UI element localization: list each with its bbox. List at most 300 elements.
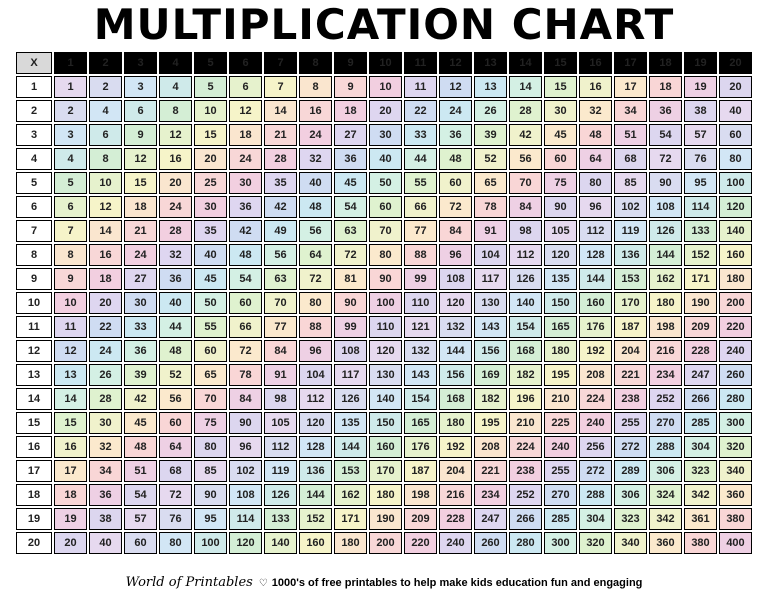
column-header: 14 bbox=[509, 52, 542, 74]
product-cell: 180 bbox=[544, 340, 577, 362]
product-cell: 38 bbox=[89, 508, 122, 530]
product-cell: 78 bbox=[229, 364, 262, 386]
product-cell: 240 bbox=[439, 532, 472, 554]
product-cell: 52 bbox=[474, 148, 507, 170]
product-cell: 110 bbox=[404, 292, 437, 314]
product-cell: 91 bbox=[264, 364, 297, 386]
product-cell: 252 bbox=[649, 388, 682, 410]
product-cell: 100 bbox=[194, 532, 227, 554]
product-cell: 32 bbox=[159, 244, 192, 266]
product-cell: 247 bbox=[474, 508, 507, 530]
product-cell: 247 bbox=[684, 364, 717, 386]
product-cell: 323 bbox=[684, 460, 717, 482]
product-cell: 36 bbox=[124, 340, 157, 362]
product-cell: 11 bbox=[404, 76, 437, 98]
product-cell: 216 bbox=[649, 340, 682, 362]
product-cell: 60 bbox=[194, 340, 227, 362]
product-cell: 6 bbox=[124, 100, 157, 122]
product-cell: 38 bbox=[684, 100, 717, 122]
row-header: 9 bbox=[16, 268, 52, 290]
product-cell: 3 bbox=[54, 124, 87, 146]
product-cell: 72 bbox=[229, 340, 262, 362]
product-cell: 104 bbox=[474, 244, 507, 266]
product-cell: 88 bbox=[299, 316, 332, 338]
product-cell: 210 bbox=[509, 412, 542, 434]
product-cell: 16 bbox=[579, 76, 612, 98]
product-cell: 60 bbox=[719, 124, 752, 146]
product-cell: 42 bbox=[124, 388, 157, 410]
product-cell: 63 bbox=[264, 268, 297, 290]
product-cell: 40 bbox=[369, 148, 402, 170]
product-cell: 252 bbox=[509, 484, 542, 506]
product-cell: 36 bbox=[159, 268, 192, 290]
product-cell: 36 bbox=[439, 124, 472, 146]
product-cell: 18 bbox=[124, 196, 157, 218]
product-cell: 4 bbox=[159, 76, 192, 98]
column-header: 13 bbox=[474, 52, 507, 74]
product-cell: 342 bbox=[649, 508, 682, 530]
product-cell: 2 bbox=[54, 100, 87, 122]
product-cell: 126 bbox=[649, 220, 682, 242]
product-cell: 56 bbox=[264, 244, 297, 266]
product-cell: 160 bbox=[719, 244, 752, 266]
product-cell: 80 bbox=[299, 292, 332, 314]
product-cell: 221 bbox=[474, 460, 507, 482]
heart-icon: ♡ bbox=[258, 578, 268, 589]
column-header: 8 bbox=[299, 52, 332, 74]
product-cell: 342 bbox=[684, 484, 717, 506]
product-cell: 361 bbox=[684, 508, 717, 530]
product-cell: 340 bbox=[719, 460, 752, 482]
product-cell: 143 bbox=[404, 364, 437, 386]
product-cell: 55 bbox=[194, 316, 227, 338]
product-cell: 70 bbox=[369, 220, 402, 242]
product-cell: 32 bbox=[579, 100, 612, 122]
product-cell: 12 bbox=[159, 124, 192, 146]
product-cell: 320 bbox=[579, 532, 612, 554]
product-cell: 35 bbox=[194, 220, 227, 242]
product-cell: 56 bbox=[509, 148, 542, 170]
column-header: 2 bbox=[89, 52, 122, 74]
product-cell: 90 bbox=[369, 268, 402, 290]
product-cell: 99 bbox=[334, 316, 367, 338]
product-cell: 25 bbox=[194, 172, 227, 194]
product-cell: 238 bbox=[614, 388, 647, 410]
product-cell: 112 bbox=[299, 388, 332, 410]
product-cell: 165 bbox=[404, 412, 437, 434]
product-cell: 108 bbox=[649, 196, 682, 218]
product-cell: 33 bbox=[124, 316, 157, 338]
product-cell: 221 bbox=[614, 364, 647, 386]
product-cell: 48 bbox=[439, 148, 472, 170]
product-cell: 80 bbox=[369, 244, 402, 266]
product-cell: 70 bbox=[194, 388, 227, 410]
product-cell: 12 bbox=[439, 76, 472, 98]
product-cell: 6 bbox=[54, 196, 87, 218]
product-cell: 20 bbox=[54, 532, 87, 554]
product-cell: 15 bbox=[124, 172, 157, 194]
table-row bbox=[16, 148, 752, 170]
product-cell: 20 bbox=[194, 148, 227, 170]
product-cell: 96 bbox=[299, 340, 332, 362]
product-cell: 36 bbox=[649, 100, 682, 122]
product-cell: 135 bbox=[334, 412, 367, 434]
product-cell: 105 bbox=[264, 412, 297, 434]
product-cell: 20 bbox=[159, 172, 192, 194]
product-cell: 11 bbox=[54, 316, 87, 338]
product-cell: 256 bbox=[579, 436, 612, 458]
footer-tagline: 1000's of free printables to help make kids education fun and engaging bbox=[271, 577, 643, 589]
column-header: 16 bbox=[579, 52, 612, 74]
product-cell: 6 bbox=[89, 124, 122, 146]
product-cell: 208 bbox=[474, 436, 507, 458]
product-cell: 26 bbox=[89, 364, 122, 386]
product-cell: 26 bbox=[474, 100, 507, 122]
product-cell: 32 bbox=[89, 436, 122, 458]
column-header: 3 bbox=[124, 52, 157, 74]
product-cell: 170 bbox=[614, 292, 647, 314]
product-cell: 192 bbox=[439, 436, 472, 458]
product-cell: 340 bbox=[614, 532, 647, 554]
column-header: 7 bbox=[264, 52, 297, 74]
product-cell: 133 bbox=[264, 508, 297, 530]
product-cell: 64 bbox=[579, 148, 612, 170]
product-cell: 12 bbox=[54, 340, 87, 362]
product-cell: 156 bbox=[439, 364, 472, 386]
product-cell: 75 bbox=[544, 172, 577, 194]
product-cell: 12 bbox=[229, 100, 262, 122]
product-cell: 45 bbox=[544, 124, 577, 146]
product-cell: 136 bbox=[299, 460, 332, 482]
product-cell: 39 bbox=[124, 364, 157, 386]
product-cell: 168 bbox=[439, 388, 472, 410]
product-cell: 72 bbox=[159, 484, 192, 506]
product-cell: 20 bbox=[369, 100, 402, 122]
product-cell: 119 bbox=[614, 220, 647, 242]
product-cell: 180 bbox=[649, 292, 682, 314]
column-header: 10 bbox=[369, 52, 402, 74]
product-cell: 8 bbox=[89, 148, 122, 170]
product-cell: 192 bbox=[579, 340, 612, 362]
product-cell: 170 bbox=[369, 460, 402, 482]
row-header: 5 bbox=[16, 172, 52, 194]
product-cell: 22 bbox=[404, 100, 437, 122]
product-cell: 7 bbox=[264, 76, 297, 98]
table-row bbox=[16, 172, 752, 194]
product-cell: 90 bbox=[649, 172, 682, 194]
product-cell: 45 bbox=[194, 268, 227, 290]
product-cell: 9 bbox=[54, 268, 87, 290]
product-cell: 112 bbox=[264, 436, 297, 458]
product-cell: 27 bbox=[124, 268, 157, 290]
product-cell: 140 bbox=[264, 532, 297, 554]
product-cell: 42 bbox=[509, 124, 542, 146]
product-cell: 8 bbox=[159, 100, 192, 122]
table-row bbox=[16, 292, 752, 314]
product-cell: 266 bbox=[509, 508, 542, 530]
product-cell: 304 bbox=[684, 436, 717, 458]
row-header: 17 bbox=[16, 460, 52, 482]
product-cell: 60 bbox=[229, 292, 262, 314]
product-cell: 85 bbox=[194, 460, 227, 482]
product-cell: 14 bbox=[89, 220, 122, 242]
product-cell: 48 bbox=[159, 340, 192, 362]
product-cell: 95 bbox=[194, 508, 227, 530]
product-cell: 176 bbox=[579, 316, 612, 338]
column-header: 5 bbox=[194, 52, 227, 74]
product-cell: 54 bbox=[334, 196, 367, 218]
product-cell: 48 bbox=[579, 124, 612, 146]
column-header: 9 bbox=[334, 52, 367, 74]
product-cell: 135 bbox=[544, 268, 577, 290]
product-cell: 55 bbox=[404, 172, 437, 194]
product-cell: 17 bbox=[54, 460, 87, 482]
row-header: 18 bbox=[16, 484, 52, 506]
product-cell: 195 bbox=[474, 412, 507, 434]
product-cell: 195 bbox=[544, 364, 577, 386]
product-cell: 380 bbox=[684, 532, 717, 554]
product-cell: 14 bbox=[54, 388, 87, 410]
product-cell: 114 bbox=[684, 196, 717, 218]
product-cell: 12 bbox=[89, 196, 122, 218]
product-cell: 65 bbox=[194, 364, 227, 386]
product-cell: 126 bbox=[264, 484, 297, 506]
product-cell: 72 bbox=[649, 148, 682, 170]
product-cell: 30 bbox=[124, 292, 157, 314]
product-cell: 84 bbox=[509, 196, 542, 218]
row-header: 14 bbox=[16, 388, 52, 410]
product-cell: 209 bbox=[404, 508, 437, 530]
product-cell: 33 bbox=[404, 124, 437, 146]
product-cell: 120 bbox=[229, 532, 262, 554]
product-cell: 18 bbox=[334, 100, 367, 122]
product-cell: 60 bbox=[439, 172, 472, 194]
row-header: 20 bbox=[16, 532, 52, 554]
product-cell: 16 bbox=[299, 100, 332, 122]
row-header: 10 bbox=[16, 292, 52, 314]
product-cell: 143 bbox=[474, 316, 507, 338]
product-cell: 60 bbox=[159, 412, 192, 434]
column-header: 4 bbox=[159, 52, 192, 74]
product-cell: 54 bbox=[649, 124, 682, 146]
row-header: 12 bbox=[16, 340, 52, 362]
product-cell: 108 bbox=[439, 268, 472, 290]
product-cell: 144 bbox=[299, 484, 332, 506]
table-row bbox=[16, 532, 752, 554]
brand-name: World of Printables bbox=[125, 575, 253, 590]
product-cell: 36 bbox=[334, 148, 367, 170]
product-cell: 80 bbox=[579, 172, 612, 194]
product-cell: 224 bbox=[579, 388, 612, 410]
product-cell: 5 bbox=[54, 172, 87, 194]
table-row bbox=[16, 364, 752, 386]
product-cell: 5 bbox=[194, 76, 227, 98]
product-cell: 56 bbox=[159, 388, 192, 410]
product-cell: 8 bbox=[54, 244, 87, 266]
product-cell: 180 bbox=[719, 268, 752, 290]
product-cell: 36 bbox=[89, 484, 122, 506]
footer bbox=[0, 575, 768, 590]
product-cell: 76 bbox=[684, 148, 717, 170]
product-cell: 162 bbox=[334, 484, 367, 506]
product-cell: 28 bbox=[264, 148, 297, 170]
product-cell: 27 bbox=[334, 124, 367, 146]
product-cell: 304 bbox=[579, 508, 612, 530]
product-cell: 44 bbox=[404, 148, 437, 170]
product-cell: 220 bbox=[719, 316, 752, 338]
product-cell: 42 bbox=[264, 196, 297, 218]
product-cell: 280 bbox=[719, 388, 752, 410]
product-cell: 66 bbox=[404, 196, 437, 218]
product-cell: 152 bbox=[299, 508, 332, 530]
product-cell: 324 bbox=[649, 484, 682, 506]
product-cell: 45 bbox=[124, 412, 157, 434]
product-cell: 18 bbox=[649, 76, 682, 98]
product-cell: 15 bbox=[544, 76, 577, 98]
product-cell: 176 bbox=[404, 436, 437, 458]
row-header: 2 bbox=[16, 100, 52, 122]
product-cell: 132 bbox=[439, 316, 472, 338]
product-cell: 78 bbox=[474, 196, 507, 218]
product-cell: 112 bbox=[509, 244, 542, 266]
product-cell: 72 bbox=[299, 268, 332, 290]
product-cell: 44 bbox=[159, 316, 192, 338]
product-cell: 288 bbox=[579, 484, 612, 506]
product-cell: 132 bbox=[404, 340, 437, 362]
product-cell: 40 bbox=[299, 172, 332, 194]
product-cell: 160 bbox=[299, 532, 332, 554]
product-cell: 210 bbox=[544, 388, 577, 410]
product-cell: 24 bbox=[89, 340, 122, 362]
product-cell: 240 bbox=[544, 436, 577, 458]
table-row bbox=[16, 220, 752, 242]
product-cell: 190 bbox=[369, 508, 402, 530]
product-cell: 204 bbox=[614, 340, 647, 362]
product-cell: 16 bbox=[159, 148, 192, 170]
product-cell: 15 bbox=[54, 412, 87, 434]
corner-cell: X bbox=[16, 52, 52, 74]
product-cell: 120 bbox=[369, 340, 402, 362]
table-row bbox=[16, 100, 752, 122]
product-cell: 117 bbox=[474, 268, 507, 290]
column-header: 19 bbox=[684, 52, 717, 74]
table-row bbox=[16, 76, 752, 98]
row-header: 6 bbox=[16, 196, 52, 218]
product-cell: 128 bbox=[579, 244, 612, 266]
product-cell: 56 bbox=[299, 220, 332, 242]
product-cell: 84 bbox=[439, 220, 472, 242]
product-cell: 70 bbox=[509, 172, 542, 194]
product-cell: 99 bbox=[404, 268, 437, 290]
product-cell: 306 bbox=[614, 484, 647, 506]
product-cell: 100 bbox=[369, 292, 402, 314]
product-cell: 208 bbox=[579, 364, 612, 386]
product-cell: 187 bbox=[404, 460, 437, 482]
product-cell: 225 bbox=[544, 412, 577, 434]
multiplication-table bbox=[14, 50, 754, 556]
product-cell: 121 bbox=[404, 316, 437, 338]
table-row bbox=[16, 340, 752, 362]
product-cell: 140 bbox=[509, 292, 542, 314]
product-cell: 171 bbox=[684, 268, 717, 290]
product-cell: 19 bbox=[54, 508, 87, 530]
row-header: 11 bbox=[16, 316, 52, 338]
product-cell: 49 bbox=[264, 220, 297, 242]
product-cell: 30 bbox=[369, 124, 402, 146]
product-cell: 187 bbox=[614, 316, 647, 338]
row-header: 16 bbox=[16, 436, 52, 458]
product-cell: 13 bbox=[54, 364, 87, 386]
product-cell: 96 bbox=[439, 244, 472, 266]
product-cell: 196 bbox=[509, 388, 542, 410]
product-cell: 204 bbox=[439, 460, 472, 482]
product-cell: 200 bbox=[719, 292, 752, 314]
product-cell: 24 bbox=[124, 244, 157, 266]
table-row bbox=[16, 412, 752, 434]
product-cell: 266 bbox=[684, 388, 717, 410]
product-cell: 66 bbox=[229, 316, 262, 338]
product-cell: 51 bbox=[614, 124, 647, 146]
product-cell: 21 bbox=[264, 124, 297, 146]
row-header: 1 bbox=[16, 76, 52, 98]
product-cell: 255 bbox=[544, 460, 577, 482]
product-cell: 140 bbox=[369, 388, 402, 410]
product-cell: 30 bbox=[89, 412, 122, 434]
product-cell: 91 bbox=[474, 220, 507, 242]
product-cell: 144 bbox=[649, 244, 682, 266]
product-cell: 182 bbox=[474, 388, 507, 410]
product-cell: 80 bbox=[194, 436, 227, 458]
product-cell: 288 bbox=[649, 436, 682, 458]
table-row bbox=[16, 436, 752, 458]
product-cell: 52 bbox=[159, 364, 192, 386]
product-cell: 68 bbox=[614, 148, 647, 170]
product-cell: 68 bbox=[159, 460, 192, 482]
row-header: 13 bbox=[16, 364, 52, 386]
product-cell: 77 bbox=[264, 316, 297, 338]
product-cell: 153 bbox=[614, 268, 647, 290]
table-row bbox=[16, 244, 752, 266]
product-cell: 289 bbox=[614, 460, 647, 482]
table-row bbox=[16, 268, 752, 290]
product-cell: 200 bbox=[369, 532, 402, 554]
product-cell: 360 bbox=[649, 532, 682, 554]
product-cell: 2 bbox=[89, 76, 122, 98]
product-cell: 300 bbox=[544, 532, 577, 554]
product-cell: 10 bbox=[369, 76, 402, 98]
product-cell: 112 bbox=[579, 220, 612, 242]
row-header: 3 bbox=[16, 124, 52, 146]
product-cell: 10 bbox=[194, 100, 227, 122]
product-cell: 15 bbox=[194, 124, 227, 146]
product-cell: 14 bbox=[509, 76, 542, 98]
product-cell: 84 bbox=[229, 388, 262, 410]
column-header: 17 bbox=[614, 52, 647, 74]
product-cell: 70 bbox=[264, 292, 297, 314]
product-cell: 42 bbox=[229, 220, 262, 242]
table-body bbox=[16, 76, 752, 554]
product-cell: 150 bbox=[544, 292, 577, 314]
product-cell: 85 bbox=[614, 172, 647, 194]
column-header: 18 bbox=[649, 52, 682, 74]
product-cell: 160 bbox=[579, 292, 612, 314]
product-cell: 255 bbox=[614, 412, 647, 434]
product-cell: 209 bbox=[684, 316, 717, 338]
product-cell: 21 bbox=[124, 220, 157, 242]
product-cell: 240 bbox=[719, 340, 752, 362]
table-header-row bbox=[16, 52, 752, 74]
column-header: 12 bbox=[439, 52, 472, 74]
